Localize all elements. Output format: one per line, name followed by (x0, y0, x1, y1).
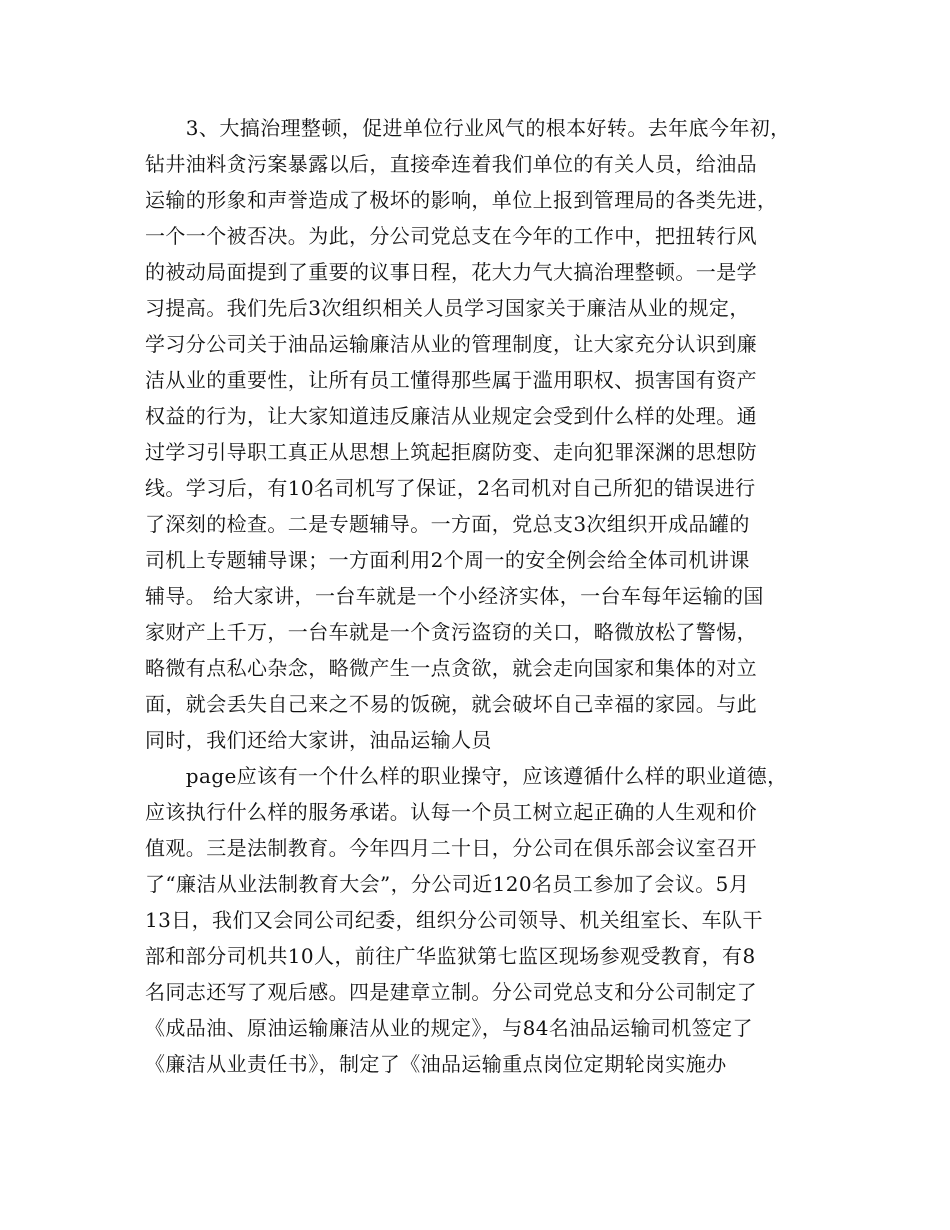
text-line: 3、大搞治理整顿，促进单位行业风气的根本好转。去年底今年初， (145, 116, 791, 140)
text-line: 辅导。 给大家讲，一台车就是一个小经济实体，一台车每年运输的国 (145, 584, 764, 608)
text-line: 线。学习后，有10名司机写了保证，2名司机对自己所犯的错误进行 (145, 476, 756, 500)
text-line: 司机上专题辅导课；一方面利用2个周一的安全例会给全体司机讲课 (145, 548, 750, 572)
text-line: 同时，我们还给大家讲，油品运输人员 (145, 728, 492, 752)
text-line: 的被动局面提到了重要的议事日程，花大力气大搞治理整顿。一是学 (145, 260, 757, 284)
text-line: 《成品油、原油运输廉洁从业的规定》，与84名油品运输司机签定了 (145, 1016, 753, 1040)
text-line: 洁从业的重要性，让所有员工懂得那些属于滥用职权、损害国有资产 (145, 368, 757, 392)
text-line: 应该执行什么样的服务承诺。认每一个员工树立起正确的人生观和价 (145, 800, 757, 824)
text-line: 了深刻的检查。二是专题辅导。一方面，党总支3次组织开成品罐的 (145, 512, 750, 536)
text-line: 《廉洁从业责任书》，制定了《油品运输重点岗位定期轮岗实施办 (145, 1052, 727, 1076)
text-line: 学习分公司关于油品运输廉洁从业的管理制度，让大家充分认识到廉 (145, 332, 757, 356)
text-line: 了“廉洁从业法制教育大会”，分公司近120名员工参加了会议。5月 (145, 872, 750, 896)
text-line: 13日，我们又会同公司纪委，组织分公司领导、机关组室长、车队干 (145, 908, 763, 932)
text-line: 过学习引导职工真正从思想上筑起拒腐防变、走向犯罪深渊的思想防 (145, 440, 757, 464)
text-line: page应该有一个什么样的职业操守，应该遵循什么样的职业道德， (145, 764, 788, 788)
text-line: 权益的行为，让大家知道违反廉洁从业规定会受到什么样的处理。通 (145, 404, 757, 428)
text-line: 家财产上千万，一台车就是一个贪污盗窃的关口，略微放松了警惕， (145, 620, 757, 644)
text-line: 一个一个被否决。为此，分公司党总支在今年的工作中，把扭转行风 (145, 224, 757, 248)
text-line: 名同志还写了观后感。四是建章立制。分公司党总支和分公司制定了 (145, 980, 757, 1004)
text-line: 运输的形象和声誉造成了极坏的影响，单位上报到管理局的各类先进， (145, 188, 778, 212)
text-line: 部和部分司机共10人，前往广华监狱第七监区现场参观受教育，有8 (145, 944, 756, 968)
text-line: 略微有点私心杂念，略微产生一点贪欲，就会走向国家和集体的对立 (145, 656, 757, 680)
text-line: 值观。三是法制教育。今年四月二十日，分公司在俱乐部会议室召开 (145, 836, 757, 860)
text-line: 面，就会丢失自己来之不易的饭碗，就会破坏自己幸福的家园。与此 (145, 692, 757, 716)
text-line: 钻井油料贪污案暴露以后，直接牵连着我们单位的有关人员，给油品 (145, 152, 757, 176)
text-line: 习提高。我们先后3次组织相关人员学习国家关于廉洁从业的规定， (145, 296, 750, 320)
